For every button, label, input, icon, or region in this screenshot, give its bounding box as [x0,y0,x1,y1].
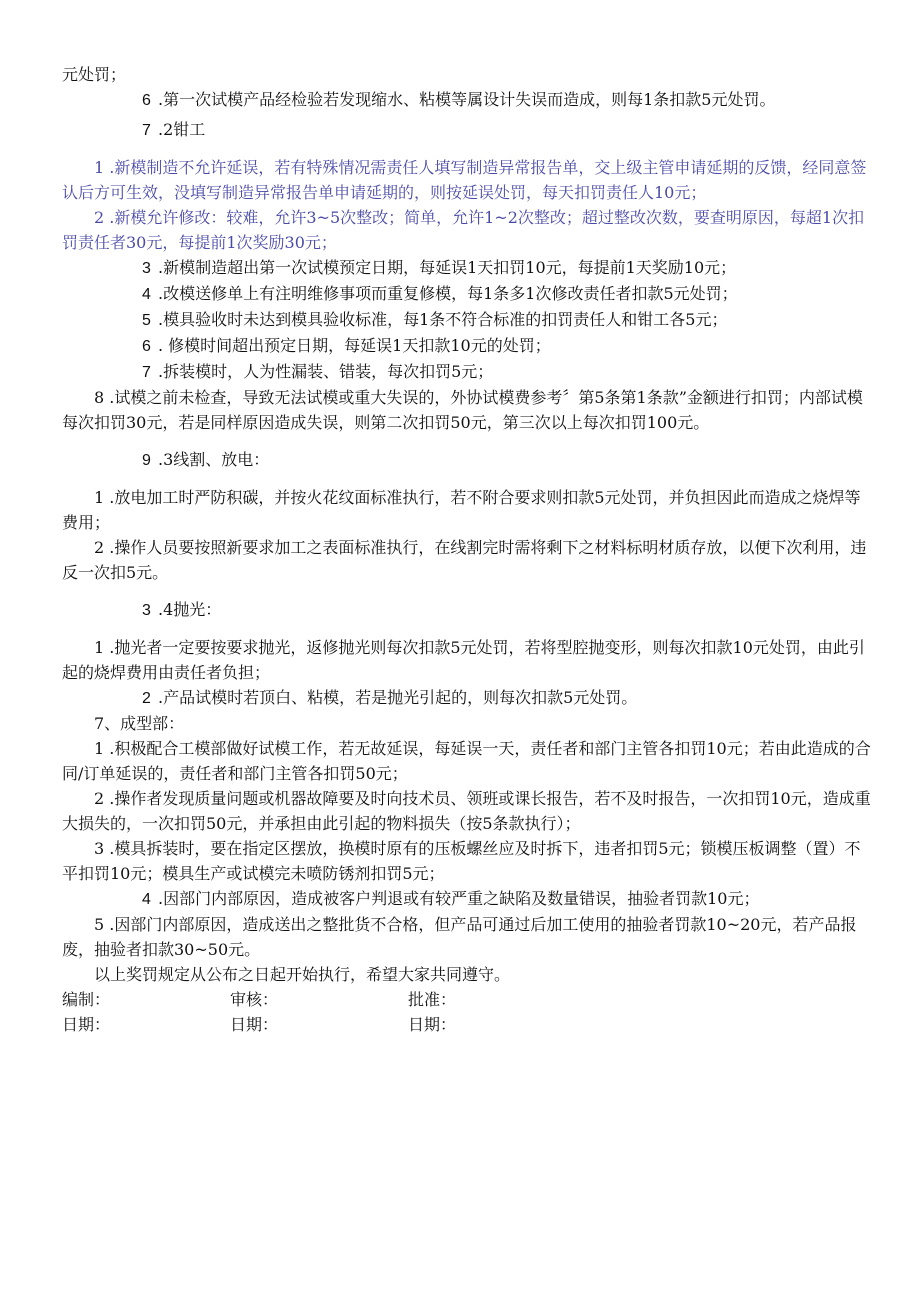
item-text: .产品试模时若顶白、粘模，若是抛光引起的，则每次扣款5元处罚。 [158,688,638,707]
document-body [62,62,874,1037]
section-heading-polishing [62,597,874,623]
section-title: .2钳工 [158,120,206,139]
fitter-rule-3 [62,255,874,281]
item-number: 5 [142,312,151,329]
item-text: .第一次试模产品经检验若发现缩水、粘模等属设计失误而造成，则每1条扣款5元处罚。 [158,90,776,109]
wire-cut-rule-2: 2 .操作人员要按照新要求加工之表面标准执行，在线割完时需将剩下之材料标明材质存放，以便下次利用，违反一次扣5元。 [62,538,867,582]
item-number: 4 [142,286,151,303]
fitter-rule-8: 8 .试模之前未检查，导致无法试模或重大失误的，外协试模费参考〞第5条第1条款”金额进行扣罚；内部试模每次扣罚30元，若是同样原因造成失误，则第二次扣罚50元，第三次以上每次扣罚100元。 [62,388,863,432]
wire-cut-rule-1: 1 .放电加工时严防积碳，并按火花纹面标准执行，若不附合要求则扣款5元处罚，并负担因此而造成之烧焊等费用； [62,488,861,532]
item-number: 7 [142,364,151,381]
fitter-rule-1: 1 .新模制造不允许延误，若有特殊情况需责任人填写制造异常报告单，交上级主管申请延期的反馈，经同意签认后方可生效，没填写制造异常报告单申请延期的，则按延误处罚，每天扣罚责任人10元； [62,158,867,202]
date-row [62,1012,874,1037]
line-continuation: 元处罚； [62,65,127,84]
fitter-rule-2: 2 .新模允许修改：较难，允许3~5次整改；简单，允许1~2次整改；超过整改次数，要查明原因，每超1次扣罚责任者30元，每提前1次奖励30元； [62,208,865,252]
item-number: 6 [142,92,151,109]
molding-rule-5: 5 .因部门内部原因，造成送出之整批货不合格，但产品可通过后加工使用的抽验者罚款10~20元，若产品报废，抽验者扣款30~50元。 [62,915,857,959]
molding-rule-1: 1 .积极配合工模部做好试模工作，若无故延误，每延误一天，责任者和部门主管各扣罚10元；若由此造成的合同/订单延误的，责任者和部门主管各扣罚50元； [62,739,871,783]
closing-statement: 以上奖罚规定从公布之日起开始执行，希望大家共同遵守。 [94,965,511,984]
molding-rule-3: 3 .模具拆装时，要在指定区摆放，换模时原有的压板螺丝应及时拆下，违者扣罚5元；锁模压板调整（置）不平扣罚10元；模具生产或试模完未喷防锈剂扣罚5元； [62,839,861,883]
molding-rule-2: 2 .操作者发现质量问题或机器故障要及时向技术员、领班或课长报告，若不及时报告，一次扣罚10元，造成重大损失的，一次扣罚50元，并承担由此引起的物料损失（按5条款执行）； [62,789,871,833]
item-number: 9 [142,452,151,469]
item-number: 3 [142,602,151,619]
item-text: .改模送修单上有注明维修事项而重复修模，每1条多1次修改责任者扣款5元处罚； [158,284,738,303]
polishing-rule-2 [62,685,874,711]
item-number: 2 [142,690,151,707]
polishing-rule-1: 1 .抛光者一定要按要求抛光，返修抛光则每次扣款5元处罚，若将型腔抛变形，则每次扣款10元处罚，由此引起的烧焊费用由责任者负担； [62,638,865,682]
section-heading-wire-cut [62,447,874,473]
item-number: 3 [142,260,151,277]
section-heading-fitter [62,117,874,143]
fitter-rule-7 [62,359,874,385]
approved-by-label: 批准： [408,990,457,1009]
date-label-reviewed: 日期： [230,1015,279,1034]
section-title: .4抛光： [158,600,222,619]
molding-rule-4 [62,886,874,912]
fitter-rule-5 [62,307,874,333]
reviewed-by-label: 审核： [230,990,279,1009]
item-number: 4 [142,891,151,908]
section-title: .3线割、放电： [158,450,270,469]
date-label-compiled: 日期： [62,1015,111,1034]
date-label-approved: 日期： [408,1015,457,1034]
section-heading-molding: 7、成型部： [94,714,185,733]
item-6-design-error [62,87,874,113]
item-text: .模具验收时未达到模具验收标准，每1条不符合标准的扣罚责任人和钳工各5元； [158,310,728,329]
compiled-by-label: 编制： [62,990,111,1009]
item-text: . 修模时间超出预定日期，每延误1天扣款10元的处罚； [158,336,551,355]
signature-row [62,987,874,1012]
item-text: .拆装模时，人为性漏装、错装，每次扣罚5元； [158,362,494,381]
item-text: .新模制造超出第一次试模预定日期，每延误1天扣罚10元，每提前1天奖励10元； [158,258,737,277]
fitter-rule-6 [62,333,874,359]
item-number: 6 [142,338,151,355]
fitter-rule-4 [62,281,874,307]
item-number: 7 [142,122,151,139]
item-text: .因部门内部原因，造成被客户判退或有较严重之缺陷及数量错误，抽验者罚款10元； [158,889,760,908]
